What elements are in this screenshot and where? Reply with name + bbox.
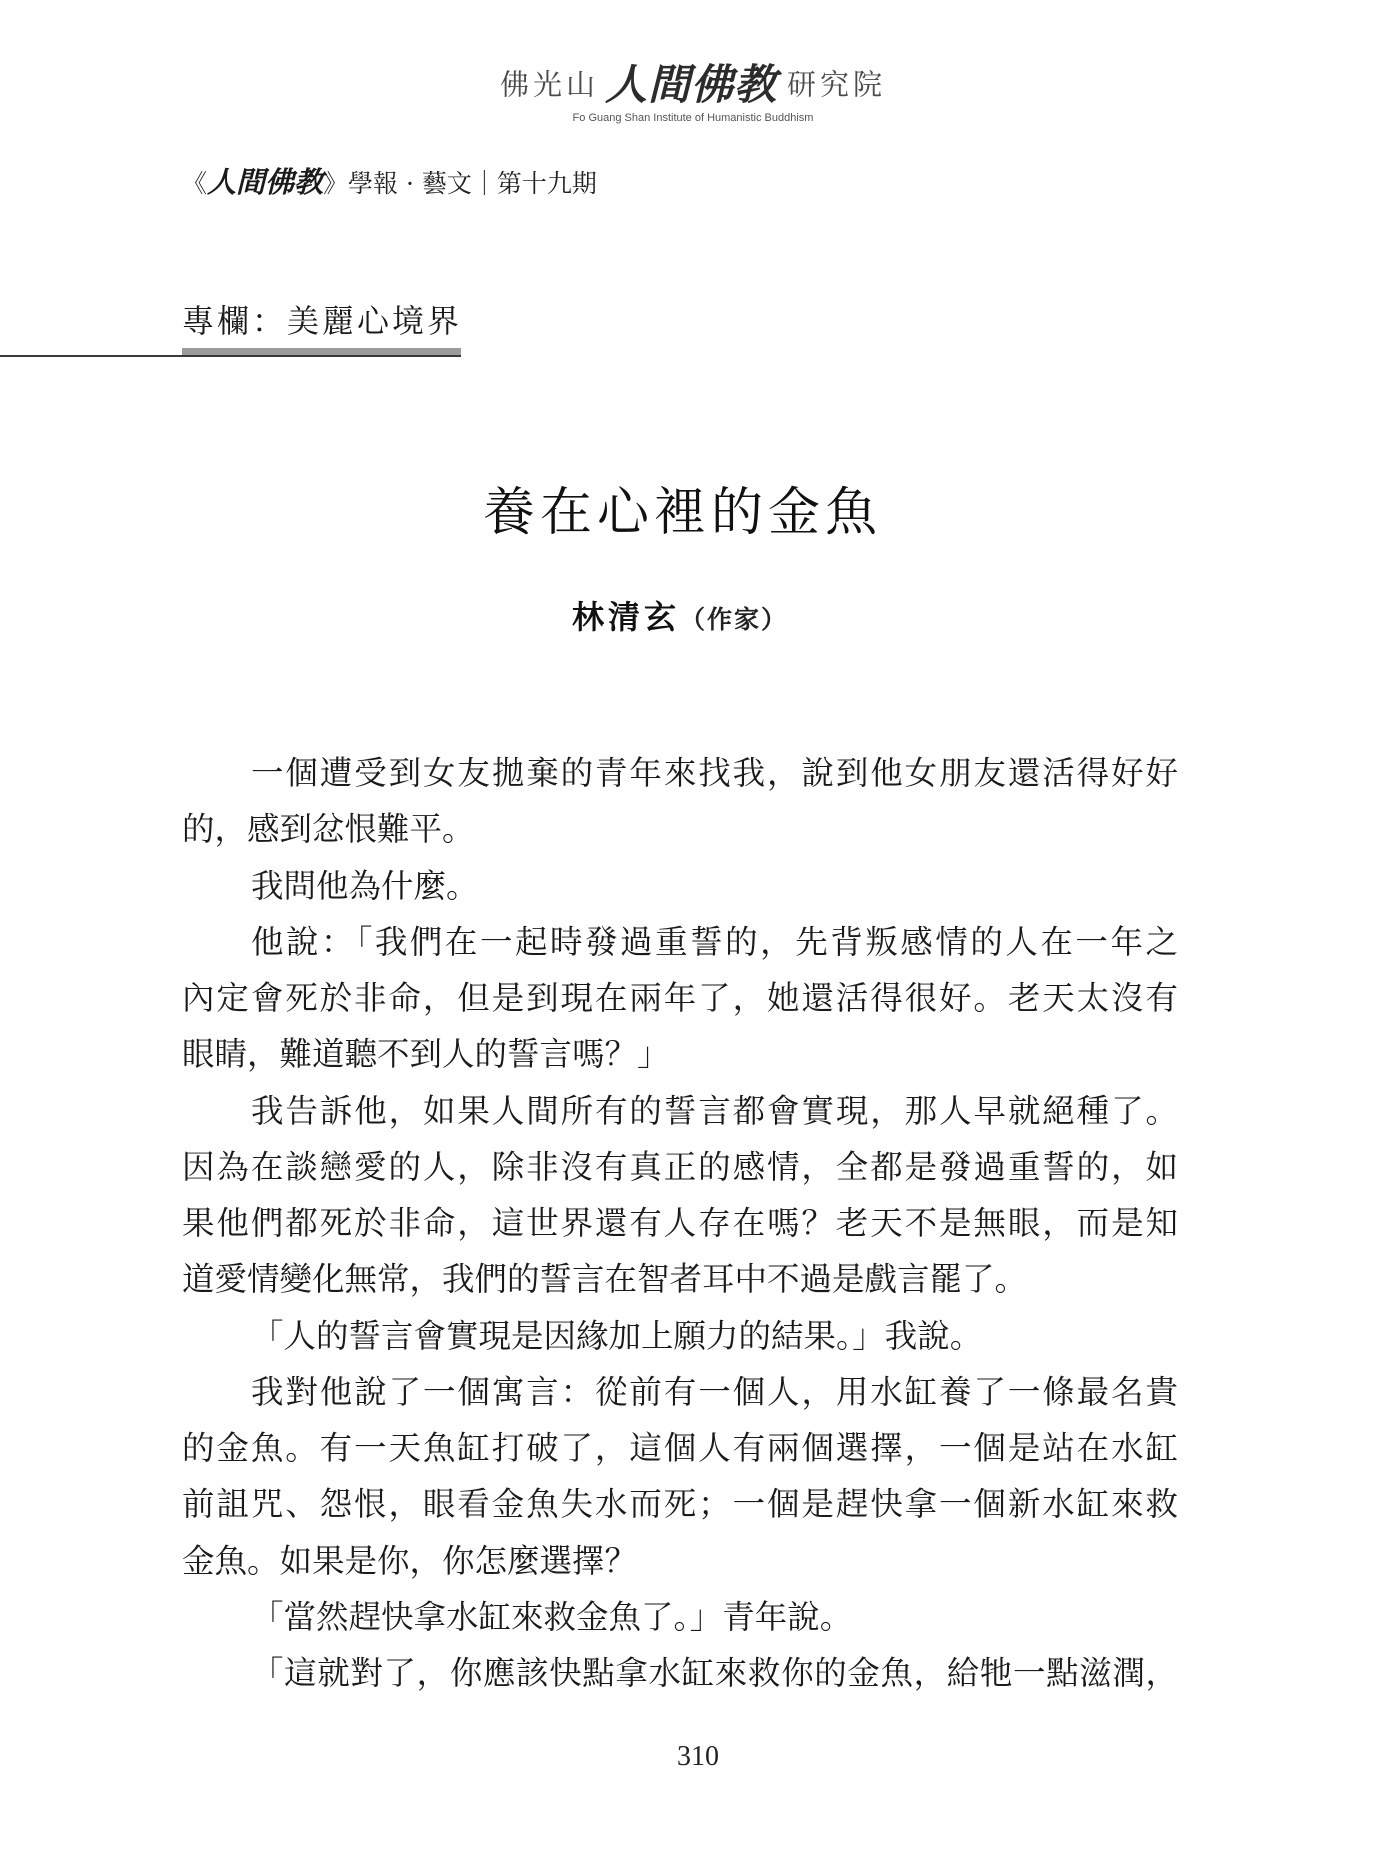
- text-line: 我對他說了一個寓言：從前有一個人，用水缸養了一條最名貴: [251, 1372, 1178, 1411]
- institute-logo: [0, 58, 1386, 110]
- institute-suffix: 研究院: [787, 67, 887, 102]
- text-line: 內定會死於非命，但是到現在兩年了，她還活得很好。老天太沒有: [182, 979, 1178, 1017]
- paragraph: [182, 914, 1178, 1083]
- column-label-underline-bar: [182, 348, 461, 355]
- author-role: （作家）: [680, 605, 789, 634]
- column-label-rule: [0, 355, 461, 357]
- text-line: 前詛咒、怨恨，眼看金魚失水而死；一個是趕快拿一個新水缸來救: [182, 1485, 1178, 1524]
- text-line: 的金魚。有一天魚缸打破了，這個人有兩個選擇，一個是站在水缸: [182, 1429, 1178, 1467]
- text-line: 眼睛，難道聽不到人的誓言嗎？」: [182, 1035, 670, 1074]
- paragraph: [182, 745, 1178, 858]
- paragraph: [182, 1308, 1178, 1364]
- text-line: 「這就對了，你應該快點拿水缸來救你的金魚，給牠一點滋潤，: [251, 1654, 1178, 1692]
- text-line: 「人的誓言會實現是因緣加上願力的結果。」我說。: [251, 1316, 983, 1355]
- author-line: [182, 594, 1178, 640]
- column-label: 專欄：美麗心境界: [182, 302, 463, 340]
- article-body: [182, 745, 1178, 1701]
- text-line: 的，感到忿恨難平。: [182, 810, 475, 849]
- institute-prefix: 佛光山: [499, 67, 599, 102]
- institute-english-name: Fo Guang Shan Institute of Humanistic Buddhism: [572, 112, 814, 124]
- institute-calligraphy-name: 人間佛教: [604, 59, 777, 109]
- running-head-journal-name: 人間佛教: [207, 165, 324, 199]
- running-head: [182, 164, 597, 200]
- paragraph: [182, 858, 1178, 914]
- article-title: 養在心裡的金魚: [482, 483, 882, 543]
- paragraph: [182, 1364, 1178, 1589]
- text-line: 「當然趕快拿水缸來救金魚了。」青年說。: [251, 1597, 853, 1636]
- text-line: 一個遭受到女友拋棄的青年來找我，說到他女朋友還活得好好: [251, 754, 1178, 792]
- text-line: 我告訴他，如果人間所有的誓言都會實現，那人早就絕種了。: [251, 1091, 1178, 1130]
- paragraph: [182, 1083, 1178, 1308]
- text-line: 他說：「我們在一起時發過重誓的，先背叛感情的人在一年之: [251, 922, 1178, 961]
- author-name: 林清玄: [571, 598, 680, 636]
- running-head-issue: 》學報 · 藝文｜第十九期: [323, 169, 597, 198]
- paragraph: [182, 1645, 1178, 1701]
- running-head-open-bracket: 《: [182, 169, 208, 198]
- text-line: 我問他為什麼。: [251, 866, 479, 905]
- page-number: 310: [677, 1741, 719, 1772]
- paragraph: [182, 1589, 1178, 1645]
- text-line: 金魚。如果是你，你怎麼選擇？: [182, 1541, 638, 1580]
- text-line: 道愛情變化無常，我們的誓言在智者耳中不過是戲言罷了。: [182, 1260, 1028, 1299]
- text-line: 果他們都死於非命，這世界還有人存在嗎？老天不是無眼，而是知: [182, 1204, 1178, 1242]
- text-line: 因為在談戀愛的人，除非沒有真正的感情，全都是發過重誓的，如: [182, 1147, 1178, 1186]
